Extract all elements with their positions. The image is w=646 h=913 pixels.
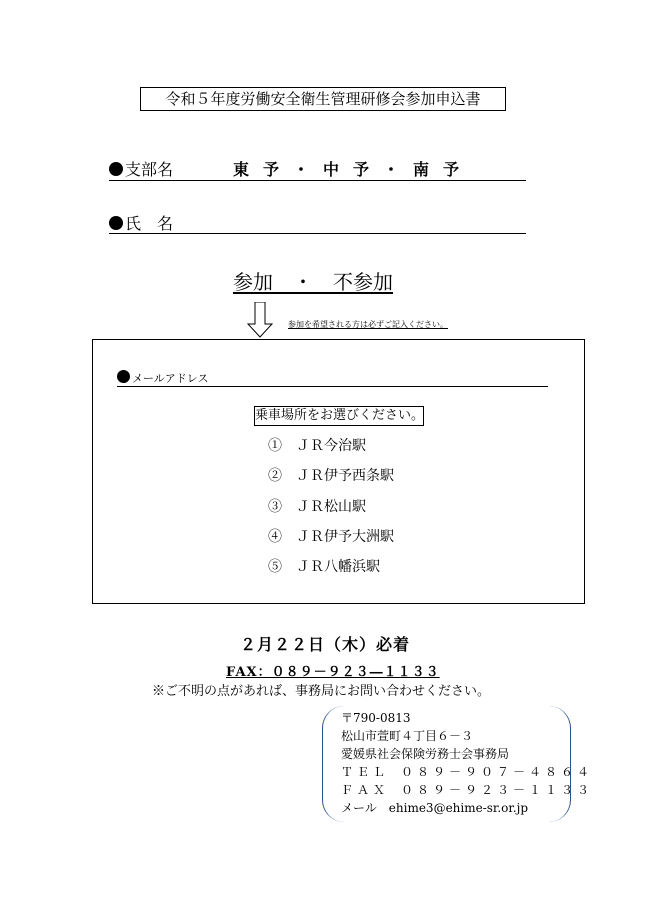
contact-tel-row [341, 763, 593, 781]
contact-address: 松山市萱町４丁目６－３ [341, 729, 474, 743]
email-label-wrap [117, 370, 208, 387]
branch-label: 支部名 [125, 160, 174, 179]
attendance-choice[interactable]: 参加 ・ 不参加 [233, 270, 393, 294]
name-label: 氏 名 [125, 214, 174, 233]
station-option[interactable]: ③ ＪＲ松山駅 [268, 498, 366, 515]
deadline: ２月２２日（木）必着 [240, 635, 411, 654]
email-label: メールアドレス [132, 372, 209, 385]
contact-fax: ０８９－９２３－１１３３ [401, 783, 594, 797]
station-list [268, 436, 394, 587]
station-option[interactable]: ④ ＪＲ伊予大洲駅 [268, 528, 394, 545]
contact-info [341, 709, 593, 817]
contact-tel: ０８９－９０７－４８６４ [401, 765, 594, 779]
email-field[interactable] [117, 370, 548, 387]
bullet-icon [109, 162, 123, 176]
bullet-icon [109, 216, 123, 230]
contact-tel-label: ＴＥＬ [341, 765, 390, 779]
contact-fax-label: ＦＡＸ [341, 783, 390, 797]
branch-label-wrap [109, 160, 173, 180]
station-option[interactable]: ② ＪＲ伊予西条駅 [268, 468, 394, 485]
contact-postal: 〒790-0813 [341, 711, 411, 725]
branch-field[interactable] [109, 160, 526, 181]
contact-mail-label: メール [341, 801, 377, 815]
contact-fax-row [341, 781, 593, 799]
branch-options[interactable]: 東予・中予・南予 [233, 160, 474, 179]
arrow-note: 参加を希望される方は必ずご記入ください。 [288, 320, 448, 329]
station-option[interactable]: ⑤ ＪＲ八幡浜駅 [268, 559, 380, 576]
station-option[interactable]: ① ＪＲ今治駅 [268, 438, 366, 454]
fax-number: FAX：０８９－９２３―１１３３ [226, 665, 440, 680]
name-field[interactable] [109, 215, 526, 234]
name-label-wrap [109, 215, 173, 233]
contact-mail-row [341, 799, 593, 817]
bullet-icon [117, 370, 130, 383]
contact-office: 愛媛県社会保険労務士会事務局 [341, 747, 510, 761]
station-prompt: 乗車場所をお選びください。 [254, 406, 424, 426]
down-arrow-icon [247, 302, 273, 338]
form-title: 令和５年度労働安全衛生管理研修会参加申込書 [140, 87, 506, 111]
contact-mail[interactable]: ehime3@ehime-sr.or.jp [388, 801, 529, 815]
inquiry-note: ※ご不明の点があれば、事務局にお問い合わせください。 [152, 684, 491, 699]
